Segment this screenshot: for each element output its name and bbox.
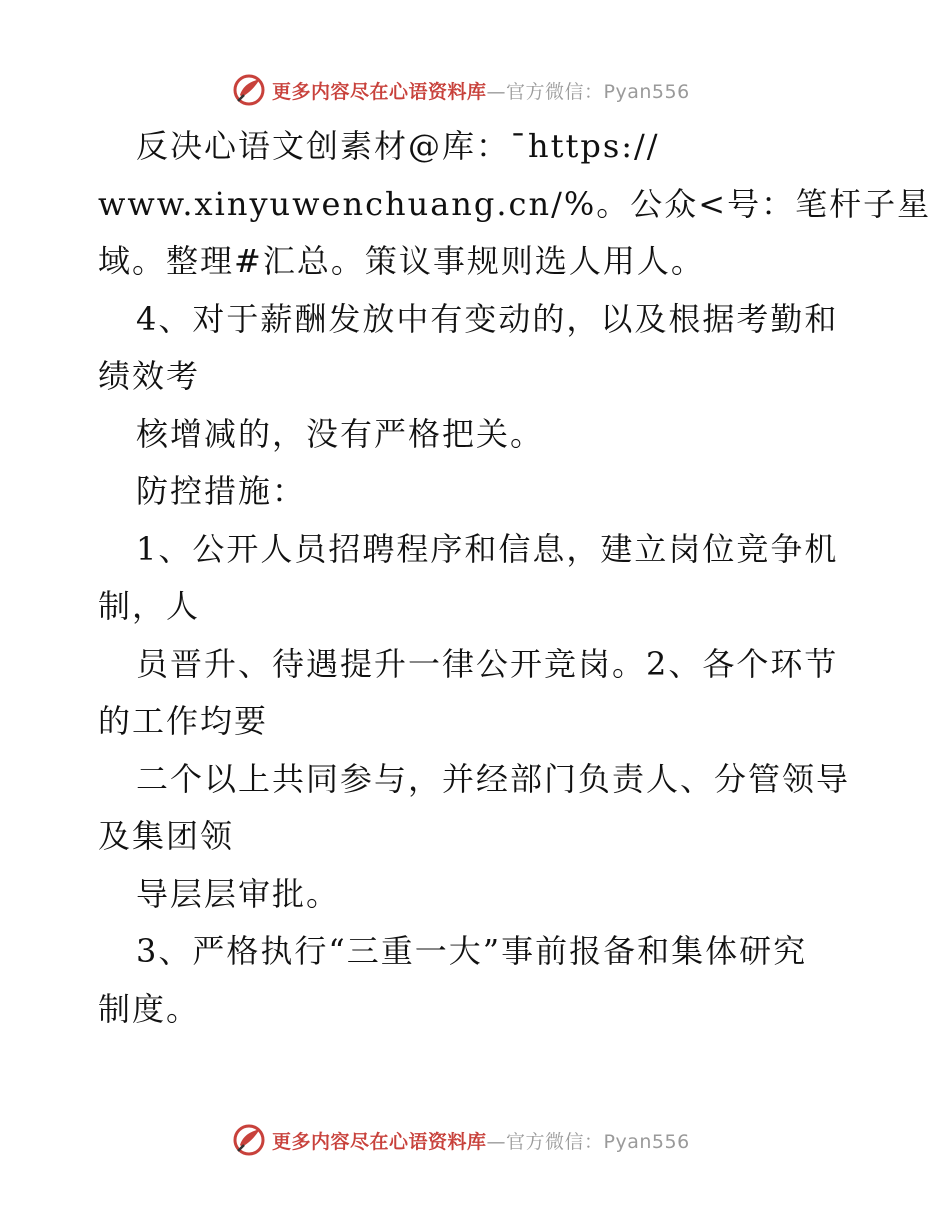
text-line: 1、公开人员招聘程序和信息，建立岗位竞争机 (136, 529, 839, 568)
watermark-title: 更多内容尽在心语资料库 (272, 80, 487, 103)
pen-logo-icon (232, 73, 266, 107)
text-line: 反决心语文创素材@库：¯https:// (136, 127, 660, 165)
text-line: 4、对于薪酬发放中有变动的，以及根据考勤和 (136, 299, 839, 338)
text-line: 3、严格执行“三重一大”事前报备和集体研究 (136, 932, 808, 970)
watermark-text (272, 1127, 690, 1154)
text-line: 核增减的，没有严格把关。 (136, 414, 545, 453)
watermark-dash: — (486, 80, 507, 103)
text-line: 制，人 (98, 587, 201, 625)
text-line: 员晋升、待遇提升一律公开竞岗。2、各个环节 (136, 644, 839, 683)
document-body (98, 118, 932, 1038)
text-line: 导层层审批。 (136, 874, 341, 913)
watermark-text (272, 77, 690, 104)
text-line: 域。整理#汇总。策议事规则选人用人。 (98, 242, 705, 280)
text-line: 二个以上共同参与，并经部门负责人、分管领导 (136, 759, 851, 798)
footer-watermark (232, 1120, 690, 1160)
text-line: www.xinyuwenchuang.cn/%。公众<号：笔杆子星 (98, 184, 932, 223)
pen-logo-icon (232, 1123, 266, 1157)
watermark-dash: — (486, 1130, 507, 1153)
text-line: 制度。 (98, 989, 201, 1028)
watermark-wechat: 官方微信：Pyan556 (506, 80, 690, 103)
watermark-title: 更多内容尽在心语资料库 (272, 1130, 487, 1153)
watermark-wechat: 官方微信：Pyan556 (506, 1130, 690, 1153)
header-watermark (232, 70, 690, 110)
text-line: 绩效考 (98, 357, 201, 395)
text-line: 及集团领 (98, 817, 235, 855)
section-heading: 防控措施： (136, 472, 307, 510)
text-line: 的工作均要 (98, 702, 269, 740)
